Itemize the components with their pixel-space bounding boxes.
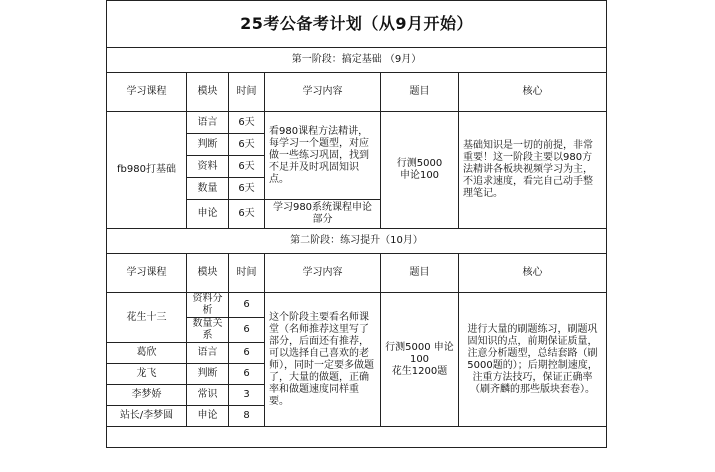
time-cell: 6 (229, 318, 265, 343)
stage2-core: 进行大量的刷题练习，刷题巩固知识的点，前期保证质量，注意分析题型，总结套路（刷5000题的）；后期控制速度，注重方法技巧，保证正确率（刷齐麟的那些版块套卷）。 (459, 293, 607, 427)
module-cell: 资料 (187, 156, 229, 178)
table-row (107, 112, 607, 134)
course-cell: 李梦娇 (107, 385, 187, 406)
module-cell: 语言 (187, 112, 229, 134)
time-cell: 6 (229, 343, 265, 364)
plan-table (106, 0, 607, 448)
header-content: 学习内容 (265, 73, 381, 112)
time-cell: 3 (229, 385, 265, 406)
header-questions: 题目 (381, 254, 459, 293)
header-core: 核心 (459, 73, 607, 112)
stage2-heading: 第二阶段：练习提升（10月） (107, 229, 607, 254)
stage1-questions: 行测5000 申论100 (381, 112, 459, 229)
module-cell: 判断 (187, 134, 229, 156)
time-cell: 6天 (229, 200, 265, 229)
header-time: 时间 (229, 254, 265, 293)
blank-row (107, 427, 607, 448)
time-cell: 6 (229, 364, 265, 385)
module-cell: 申论 (187, 200, 229, 229)
stage1-content: 看980课程方法精讲，每学习一个题型，对应做一些练习巩固，找到不足并及时巩固知识点。 (265, 112, 381, 200)
header-course: 学习课程 (107, 73, 187, 112)
stage1-course: fb980打基础 (107, 112, 187, 229)
plan-title: 25考公备考计划（从9月开始） (107, 1, 607, 48)
module-cell: 语言 (187, 343, 229, 364)
module-cell: 判断 (187, 364, 229, 385)
module-cell: 申论 (187, 406, 229, 427)
header-course: 学习课程 (107, 254, 187, 293)
study-plan-sheet (106, 0, 606, 472)
course-cell: 龙飞 (107, 364, 187, 385)
stage2-content: 这个阶段主要看名师课堂（名师推荐这里写了部分，后面还有推荐，可以选择自己喜欢的老师），同时一定要多做题了，大量的做题，正确率和做题速度同样重要。 (265, 293, 381, 427)
time-cell: 6 (229, 293, 265, 318)
course-cell: 站长/李梦圆 (107, 406, 187, 427)
module-cell: 数量关系 (187, 318, 229, 343)
time-cell: 6天 (229, 156, 265, 178)
header-core: 核心 (459, 254, 607, 293)
header-content: 学习内容 (265, 254, 381, 293)
time-cell: 6天 (229, 112, 265, 134)
time-cell: 6天 (229, 178, 265, 200)
header-module: 模块 (187, 73, 229, 112)
time-cell: 6天 (229, 134, 265, 156)
stage1-heading: 第一阶段：搞定基础 （9月） (107, 48, 607, 73)
header-questions: 题目 (381, 73, 459, 112)
course-cell: 葛欣 (107, 343, 187, 364)
stage2-questions: 行测5000 申论100 花生1200题 (381, 293, 459, 427)
module-cell: 数量 (187, 178, 229, 200)
module-cell: 常识 (187, 385, 229, 406)
course-cell: 花生十三 (107, 293, 187, 343)
stage1-core: 基础知识是一切的前提，非常重要！这一阶段主要以980方法精讲各板块视频学习为主，不追求速度，看完自己动手整理笔记。 (459, 112, 607, 229)
module-cell: 资料分析 (187, 293, 229, 318)
header-time: 时间 (229, 73, 265, 112)
time-cell: 8 (229, 406, 265, 427)
stage1-essay-content: 学习980系统课程申论部分 (265, 200, 381, 229)
header-module: 模块 (187, 254, 229, 293)
table-row (107, 293, 607, 318)
